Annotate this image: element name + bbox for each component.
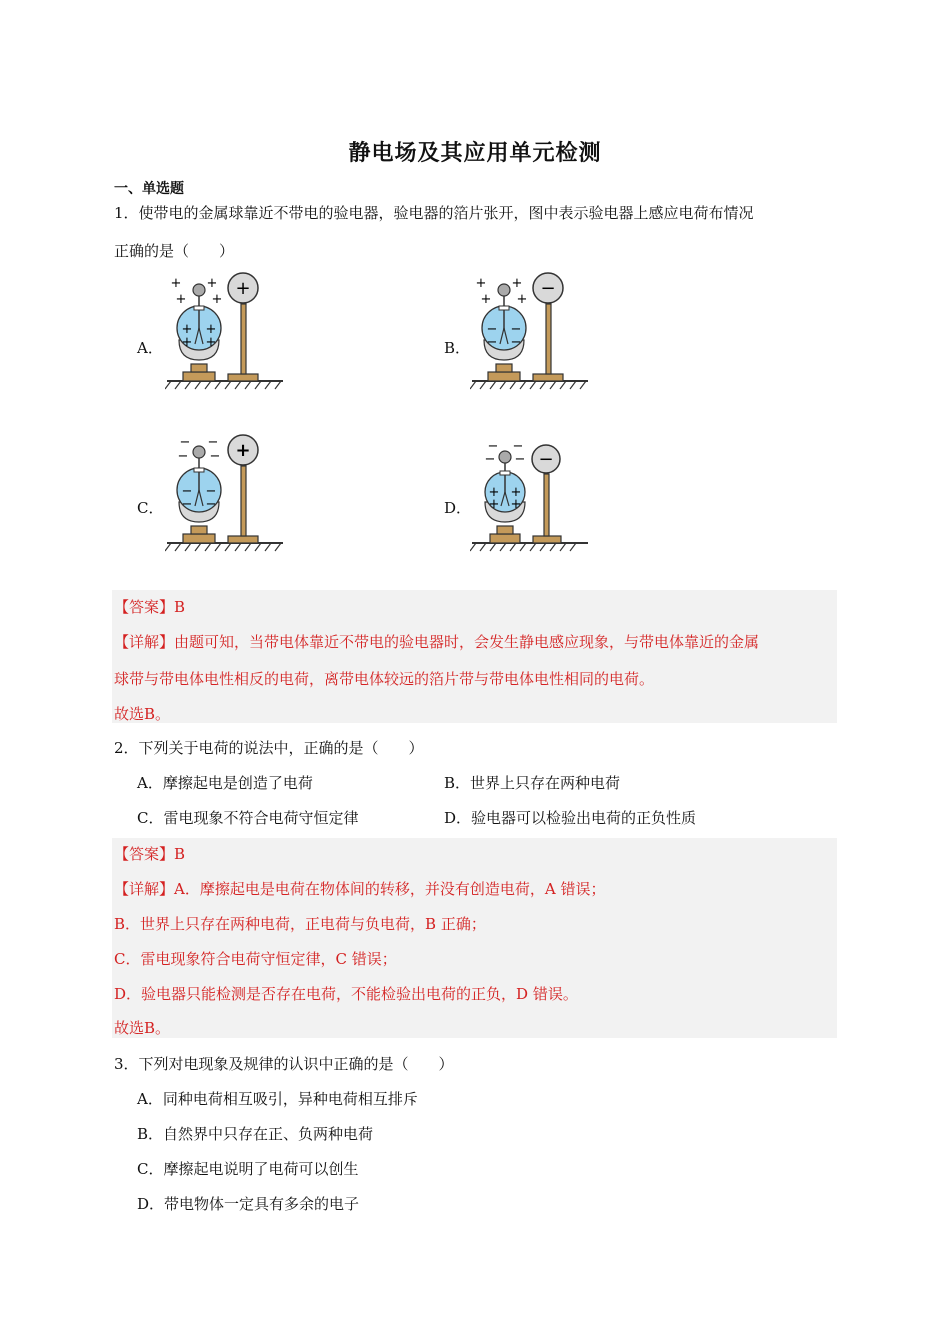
q1-stem-line2: 正确的是（ ）: [114, 242, 235, 260]
svg-text:+: +: [488, 497, 500, 512]
q1-detail-line2: 球带与带电体电性相反的电荷，离带电体较远的箔片带与带电体电性相同的电荷。: [114, 670, 655, 688]
svg-text:−: −: [177, 449, 189, 464]
svg-text:+: +: [211, 292, 223, 307]
svg-text:−: −: [181, 497, 193, 512]
svg-text:+: +: [181, 335, 193, 350]
q2-detail-a: 【详解】A．摩擦起电是电荷在物体间的转移，并没有创造电荷，A 错误；: [114, 880, 606, 898]
q2-answer-line: 【答案】B: [114, 845, 186, 863]
svg-text:−: −: [486, 322, 498, 337]
svg-text:+: +: [205, 335, 217, 350]
svg-text:+: +: [488, 485, 500, 500]
q2-detail-c: C．雷电现象符合电荷守恒定律，C 错误；: [114, 950, 397, 968]
svg-text:+: +: [511, 276, 523, 291]
q2-conclusion: 故选B。: [114, 1019, 171, 1037]
electroscope-figure-c: [165, 430, 290, 555]
svg-text:−: −: [512, 439, 524, 454]
q3-option-d[interactable]: D．带电物体一定具有多余的电子: [137, 1195, 360, 1213]
svg-text:−: −: [538, 449, 554, 470]
svg-text:+: +: [480, 292, 492, 307]
svg-text:+: +: [475, 276, 487, 291]
svg-text:−: −: [510, 335, 522, 350]
svg-text:+: +: [510, 497, 522, 512]
q1-conclusion: 故选B。: [114, 705, 171, 723]
q2-detail-d: D．验电器只能检测是否存在电荷，不能检验出电荷的正负，D 错误。: [114, 985, 578, 1003]
q1-answer-line: 【答案】B: [114, 598, 186, 616]
svg-text:−: −: [487, 439, 499, 454]
q3-option-b[interactable]: B．自然界中只存在正、负两种电荷: [137, 1125, 374, 1143]
svg-text:−: −: [207, 435, 219, 450]
svg-text:−: −: [486, 335, 498, 350]
svg-text:−: −: [181, 484, 193, 499]
q2-option-a[interactable]: A．摩擦起电是创造了电荷: [137, 774, 313, 792]
q1-answer-value: B: [174, 598, 186, 616]
q1-detail-line1: 【详解】由题可知，当带电体靠近不带电的验电器时，会发生静电感应现象，与带电体靠近的金属: [114, 633, 760, 651]
q2-option-d[interactable]: D．验电器可以检验出电荷的正负性质: [444, 809, 697, 827]
svg-text:+: +: [181, 322, 193, 337]
svg-text:+: +: [516, 292, 528, 307]
q1-option-d-label[interactable]: D．: [444, 499, 472, 517]
q1-stem-line1: 1．使带电的金属球靠近不带电的验电器，验电器的箔片张开，图中表示验电器上感应电荷布情况: [114, 204, 754, 222]
q3-option-a[interactable]: A．同种电荷相互吸引，异种电荷相互排斥: [137, 1090, 418, 1108]
svg-text:−: −: [205, 484, 217, 499]
svg-text:−: −: [514, 452, 526, 467]
q1-option-b-label[interactable]: B．: [444, 339, 471, 357]
q1-option-a-label[interactable]: A．: [137, 339, 163, 357]
svg-text:−: −: [484, 452, 496, 467]
svg-text:−: −: [205, 497, 217, 512]
svg-text:+: +: [170, 276, 182, 291]
section-heading: 一、单选题: [114, 181, 184, 197]
svg-text:−: −: [179, 435, 191, 450]
svg-text:+: +: [510, 485, 522, 500]
q2-answer-box: [112, 838, 837, 1038]
q2-option-b[interactable]: B．世界上只存在两种电荷: [444, 774, 621, 792]
svg-text:+: +: [206, 276, 218, 291]
svg-text:−: −: [209, 449, 221, 464]
svg-text:+: +: [175, 292, 187, 307]
svg-text:+: +: [205, 322, 217, 337]
q2-answer-value: B: [174, 845, 186, 863]
q2-stem: 2．下列关于电荷的说法中，正确的是（ ）: [114, 739, 424, 757]
q2-detail-b: B．世界上只存在两种电荷，正电荷与负电荷，B 正确；: [114, 915, 486, 933]
electroscope-figure-b: [470, 268, 595, 393]
electroscope-figure-d: [470, 430, 595, 555]
q3-option-c[interactable]: C．摩擦起电说明了电荷可以创生: [137, 1160, 359, 1178]
q1-option-c-label[interactable]: C．: [137, 499, 164, 517]
ground-hatch: [165, 381, 283, 389]
svg-text:+: +: [235, 440, 251, 461]
q3-stem: 3．下列对电现象及规律的认识中正确的是（ ）: [114, 1055, 454, 1073]
q2-option-c[interactable]: C．雷电现象不符合电荷守恒定律: [137, 809, 359, 827]
svg-text:−: −: [540, 278, 556, 299]
q1-answer-box: [112, 590, 837, 723]
svg-text:+: +: [235, 278, 251, 299]
page-title: 静电场及其应用单元检测: [348, 141, 602, 166]
electroscope-figure-a: [165, 268, 290, 393]
svg-text:−: −: [510, 322, 522, 337]
